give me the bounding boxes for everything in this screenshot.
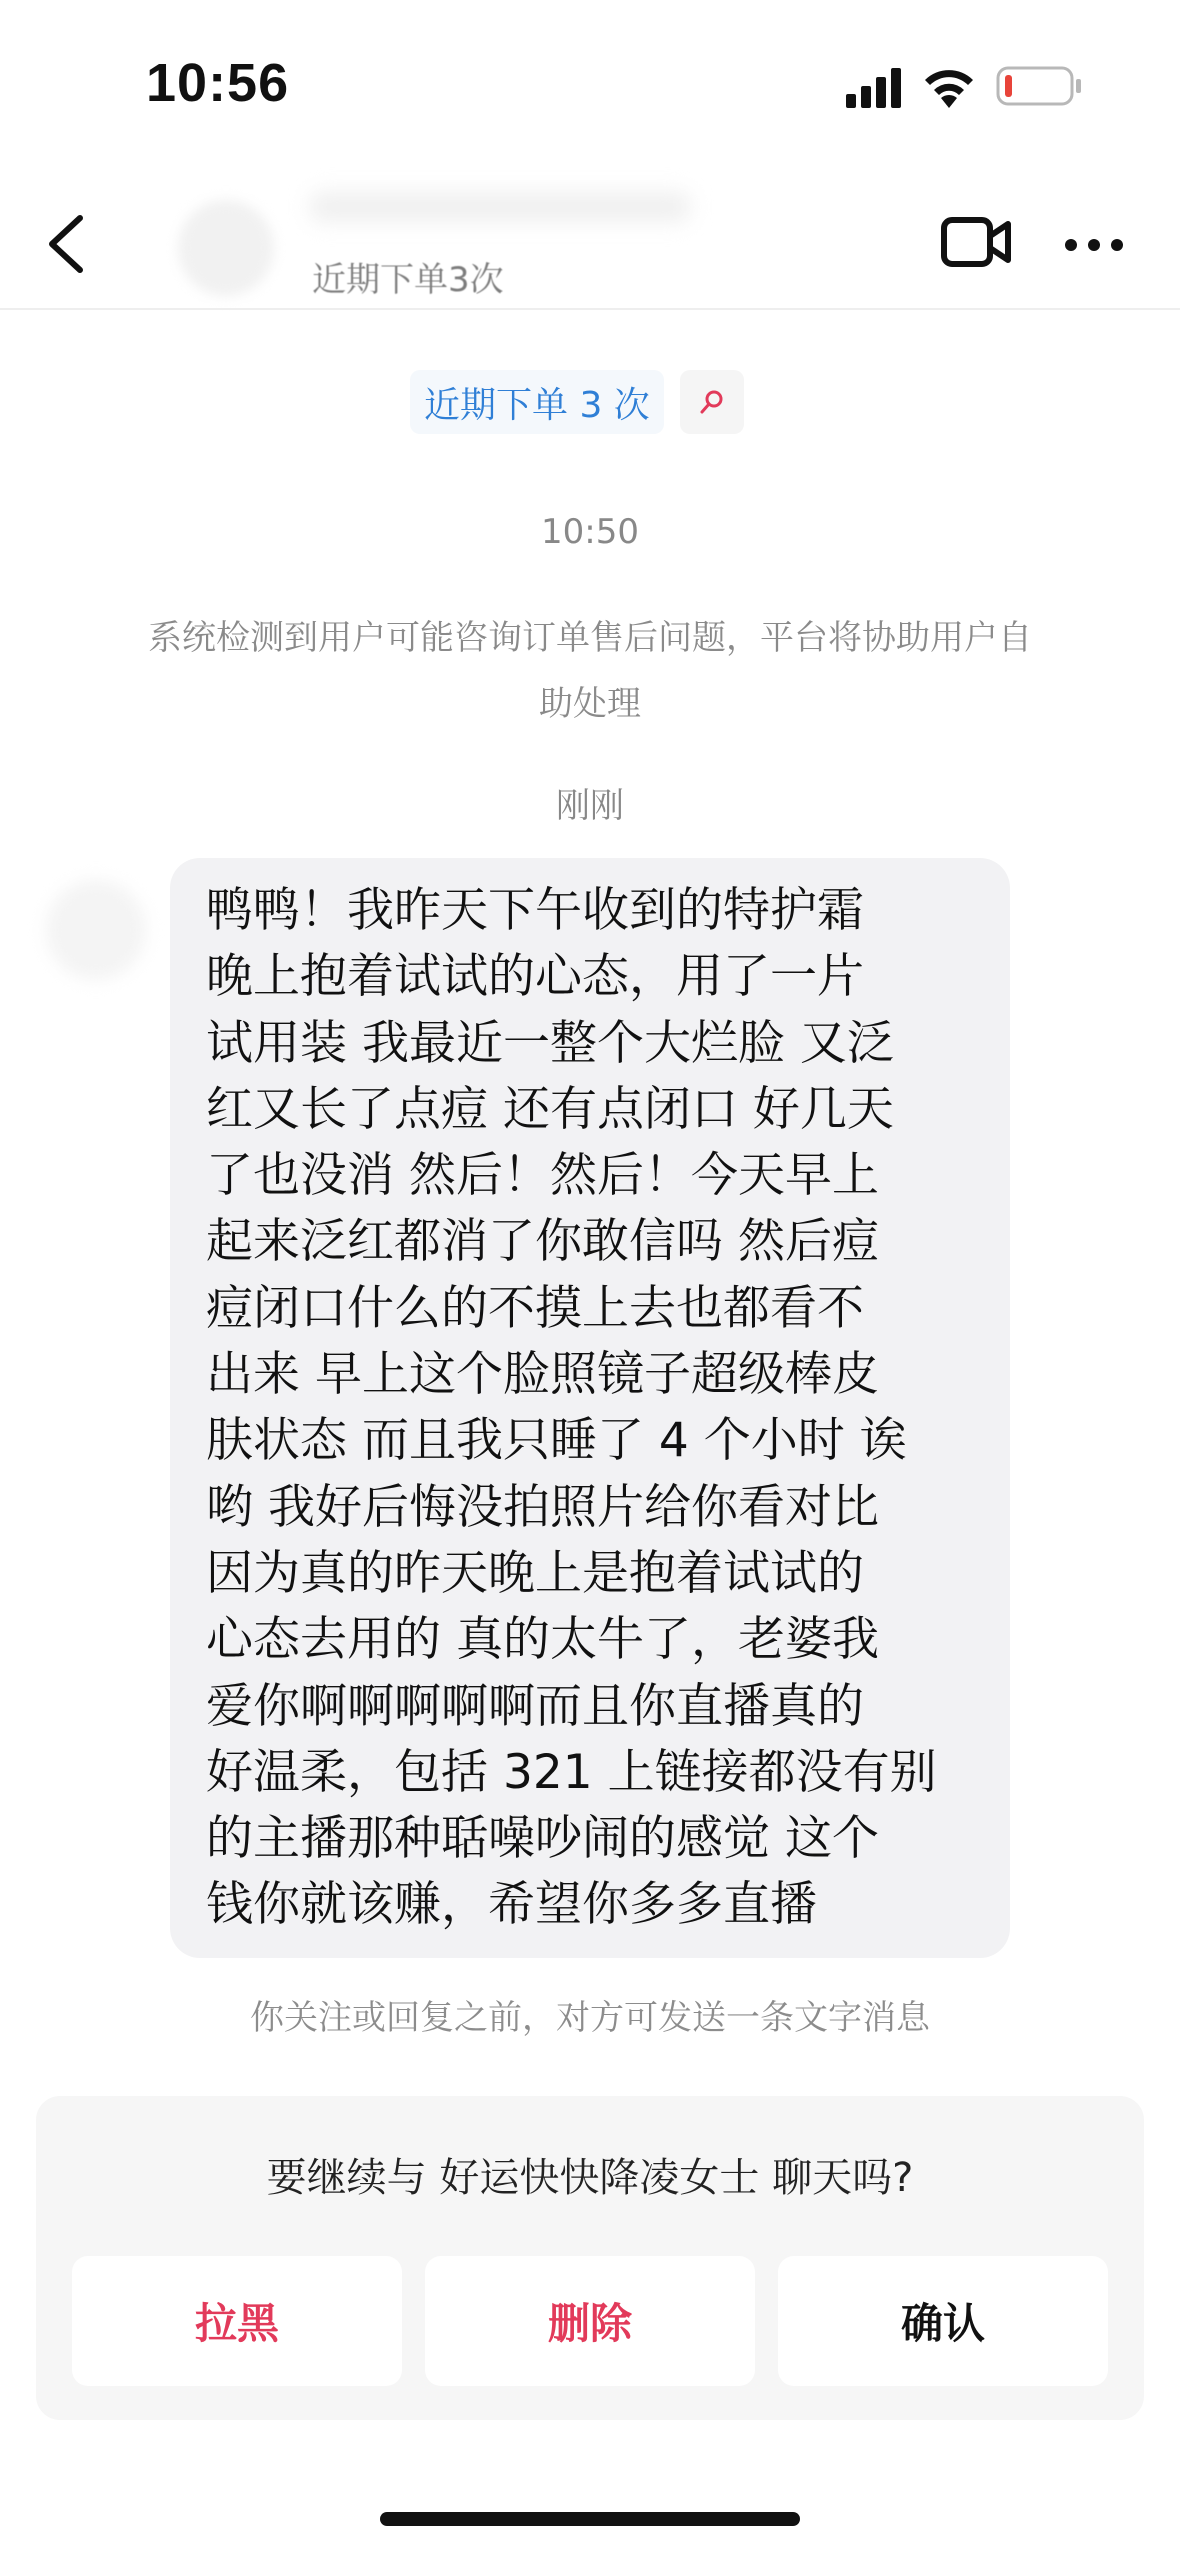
- order-count-tag[interactable]: 近期下单 3 次: [410, 370, 664, 434]
- battery-icon: [996, 66, 1082, 106]
- block-button[interactable]: 拉黑: [72, 2256, 402, 2386]
- sender-avatar[interactable]: [46, 880, 146, 980]
- video-call-icon[interactable]: [940, 214, 1012, 270]
- home-indicator[interactable]: [380, 2512, 800, 2526]
- status-time: 10:56: [146, 53, 290, 113]
- system-notice: 系统检测到用户可能咨询订单售后问题，平台将协助用户自助处理: [148, 618, 1032, 724]
- reply-hint: 你关注或回复之前，对方可发送一条文字消息: [250, 1998, 930, 2038]
- order-search-button[interactable]: [680, 370, 744, 434]
- continue-chat-panel: [36, 2096, 1144, 2420]
- contact-name-redacted: [310, 192, 690, 222]
- timestamp: 刚刚: [556, 786, 624, 826]
- back-icon[interactable]: [44, 212, 88, 276]
- delete-button[interactable]: 删除: [425, 2256, 755, 2386]
- message-bubble[interactable]: [170, 858, 1010, 1958]
- confirm-button[interactable]: 确认: [778, 2256, 1108, 2386]
- order-info-row: [410, 370, 744, 434]
- chat-header: [0, 150, 1180, 310]
- status-bar: [0, 0, 1180, 150]
- contact-avatar[interactable]: [178, 200, 274, 296]
- search-icon: [698, 388, 726, 416]
- timestamp: 10:50: [541, 512, 639, 552]
- more-icon[interactable]: [1064, 238, 1124, 252]
- wifi-icon: [922, 64, 976, 108]
- header-subtitle: 近期下单3次: [312, 260, 504, 300]
- continue-question: 要继续与 好运快快降凌女士 聊天吗?: [266, 2155, 914, 2201]
- message-text: 鸭鸭！我昨天下午收到的特护霜 晚上抱着试试的心态，用了一片 试用装 我最近一整个大烂脸 又泛 红又长了点痘 还有点闭口 好几天 了也没消 然后！然后！今天早上 起来泛红都消了你敢信吗 然后痘 痘闭口什么的不摸上去也都看不 出来 早上这个脸照镜子超级棒皮 肤状态 而且我只睡了 4 个小时 诶 哟 我好后悔没拍照片给你看对比 因为真的昨天晚上是抱着试试的 心态去用的 真的太牛了，老婆我 爱你啊啊啊啊啊而且你直播真的 好温柔，包括 321 上链接都没有别 的主播那种聒噪吵闹的感觉 这个 钱你就该赚，希望你多多直播: [206, 883, 937, 1933]
- signal-icon: [846, 68, 904, 108]
